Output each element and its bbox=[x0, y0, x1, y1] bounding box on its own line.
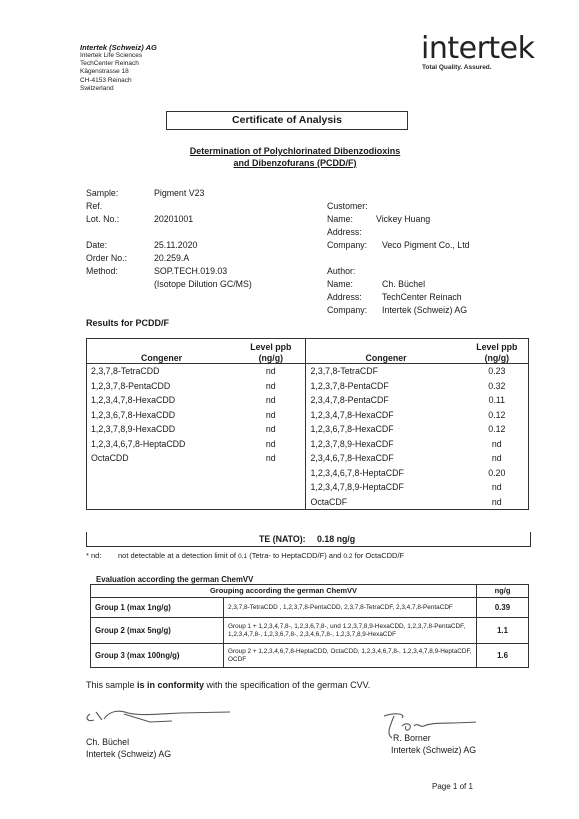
level-header-line-1: Level ppb bbox=[250, 342, 292, 352]
sample-info bbox=[86, 187, 286, 291]
table-row bbox=[87, 422, 529, 437]
subtitle-line-2: and Dibenzofurans (PCDD/F) bbox=[233, 158, 357, 168]
toxic-equivalent-row bbox=[86, 532, 531, 547]
congener-cell: 1,2,3,4,6,7,8-HeptaCDD bbox=[91, 438, 186, 449]
footnote-text-c: for OctaCDD/F bbox=[352, 551, 405, 560]
footnote-limit-2: 0.2 bbox=[343, 553, 353, 560]
level-cell: 0.12 bbox=[488, 409, 506, 420]
congener-cell: 1,2,3,6,7,8-HexaCDF bbox=[310, 424, 394, 434]
group-1-name: Group 1 (max 1ng/g) bbox=[91, 598, 224, 618]
right-signatory-company: Intertek (Schweiz) AG bbox=[391, 745, 477, 755]
author-company-label: Company: bbox=[327, 305, 368, 315]
order-value: 20.259.A bbox=[154, 253, 190, 263]
document-title: Certificate of Analysis bbox=[166, 111, 408, 130]
conformity-statement bbox=[86, 680, 370, 690]
congener-cell: 2,3,4,7,8-PentaCDF bbox=[310, 395, 389, 405]
congener-cell: OctaCDF bbox=[310, 496, 348, 507]
level-header-line-2: (ng/g) bbox=[484, 352, 510, 363]
date-label: Date: bbox=[86, 240, 108, 250]
footnote-text-b: (Tetra- to HeptaCDD/F) and bbox=[247, 551, 344, 560]
level-header-line-1: Level ppb bbox=[476, 342, 518, 352]
company-name: Intertek (Schweiz) AG bbox=[80, 43, 157, 52]
level-cell: nd bbox=[236, 451, 306, 466]
author-address-value: TechCenter Reinach bbox=[382, 292, 462, 302]
intertek-logo bbox=[421, 31, 536, 71]
company-line: Intertek Life Sciences bbox=[80, 52, 143, 59]
author-address-label: Address: bbox=[327, 292, 362, 302]
grouping-header: Grouping according the german ChemVV bbox=[91, 585, 477, 598]
congener-cell: 1,2,3,4,7,8-HexaCDD bbox=[91, 395, 176, 405]
table-row bbox=[87, 379, 529, 394]
evaluation-table bbox=[90, 584, 529, 668]
level-cell: 0.12 bbox=[488, 424, 506, 434]
level-cell: 0.32 bbox=[488, 380, 506, 391]
page-number: Page 1 of 1 bbox=[432, 782, 473, 791]
conformity-bold: is in conformity bbox=[137, 680, 205, 690]
group-3-name: Group 3 (max 100ng/g) bbox=[91, 644, 224, 668]
footnote-limit-1: 0.1 bbox=[238, 553, 248, 560]
company-line: TechCenter Reinach bbox=[80, 60, 139, 68]
method-value: SOP.TECH.019.03 bbox=[154, 266, 228, 276]
group-2-value: 1.1 bbox=[477, 618, 529, 644]
unit-header: ng/g bbox=[477, 585, 529, 598]
congener-cell: 1,2,3,7,8-PentaCDD bbox=[91, 380, 171, 391]
level-header bbox=[236, 339, 306, 364]
group-3-value: 1.6 bbox=[477, 644, 529, 668]
level-cell: nd bbox=[236, 364, 306, 379]
congener-cell: 1,2,3,6,7,8-HexaCDD bbox=[91, 409, 176, 420]
group-2-name: Group 2 (max 5ng/g) bbox=[91, 618, 224, 644]
order-label: Order No.: bbox=[86, 253, 128, 263]
level-cell: 0.23 bbox=[488, 366, 506, 376]
group-1-value: 0.39 bbox=[477, 598, 529, 618]
table-row bbox=[87, 495, 529, 510]
table-row bbox=[87, 451, 529, 466]
lot-value: 20201001 bbox=[154, 214, 194, 224]
customer-company-label: Company: bbox=[327, 240, 368, 250]
results-title: Results for PCDD/F bbox=[86, 318, 170, 328]
conformity-post: with the specification of the german CVV. bbox=[204, 680, 371, 690]
subtitle-line-1: Determination of Polychlorinated Dibenzodioxins bbox=[189, 146, 401, 156]
date-value: 25.11.2020 bbox=[154, 240, 198, 250]
method-note: (Isotope Dilution GC/MS) bbox=[154, 279, 252, 289]
level-cell: nd bbox=[491, 438, 502, 449]
level-cell: nd bbox=[236, 422, 306, 437]
level-cell: nd bbox=[236, 437, 306, 452]
customer-address-label: Address: bbox=[327, 227, 362, 237]
congener-cell: 2,3,4,6,7,8-HexaCDF bbox=[310, 453, 394, 463]
level-header-line-2: (ng/g) bbox=[258, 352, 284, 363]
table-row bbox=[87, 480, 529, 495]
level-header bbox=[466, 339, 529, 364]
congener-cell: 1,2,3,7,8,9-HexaCDF bbox=[310, 438, 394, 449]
customer-name-label: Name: bbox=[327, 214, 353, 224]
table-row bbox=[87, 408, 529, 423]
company-line: CH-4153 Reinach bbox=[80, 76, 132, 84]
footnote bbox=[86, 551, 404, 560]
customer-name-value: Vickey Huang bbox=[376, 214, 431, 224]
congener-header: Congener bbox=[306, 339, 466, 364]
table-row bbox=[87, 466, 529, 481]
level-cell bbox=[236, 495, 306, 510]
level-cell: 0.11 bbox=[488, 395, 506, 405]
logo-tagline: Total Quality. Assured. bbox=[422, 64, 492, 71]
left-signatory-name: Ch. Büchel bbox=[86, 737, 130, 747]
level-cell: nd bbox=[491, 496, 502, 507]
congener-cell bbox=[87, 495, 237, 510]
table-row bbox=[87, 393, 529, 408]
congener-cell bbox=[87, 466, 237, 481]
congener-cell: 1,2,3,4,7,8-HexaCDF bbox=[310, 409, 394, 420]
right-signatory-name: R. Borner bbox=[393, 733, 431, 743]
logo-wordmark: intertek bbox=[421, 31, 535, 66]
customer-info bbox=[327, 200, 537, 252]
author-header: Author: bbox=[327, 266, 356, 276]
table-row bbox=[87, 437, 529, 452]
sample-label: Sample: bbox=[86, 188, 119, 198]
congener-header: Congener bbox=[87, 339, 237, 364]
level-cell: nd bbox=[236, 393, 306, 408]
left-signatory bbox=[86, 736, 171, 760]
author-company-value: Intertek (Schweiz) AG bbox=[382, 305, 468, 315]
congener-cell: 2,3,7,8-TetraCDF bbox=[310, 366, 378, 376]
te-value: 0.18 ng/g bbox=[317, 534, 356, 544]
te-label: TE (NATO): bbox=[259, 534, 306, 544]
left-signatory-company: Intertek (Schweiz) AG bbox=[86, 749, 172, 759]
group-2-desc: Group 1 + 1,2,3,4,7,8-, 1,2,3,6,7,8-, und 1,2,3,7,8,9-HexaCDD, 1,2,3,7,8-PentaCDF, 1,2,3,4,7,8-, 1,2,3,6,7,8-, 2,3,4,6,7,8-, 1,2,3,7,8,9-HexaCDF bbox=[224, 618, 477, 644]
left-signature bbox=[80, 700, 230, 730]
congener-cell: 2,3,7,8-TetraCDD bbox=[91, 366, 160, 376]
group-1-desc: 2,3,7,8-TetraCDD , 1,2,3,7,8-PentaCDD, 2,3,7,8-TetraCDF, 2,3,4,7,8-PentaCDF bbox=[224, 598, 477, 618]
level-cell: nd bbox=[236, 408, 306, 423]
level-cell: nd bbox=[491, 482, 502, 492]
customer-header: Customer: bbox=[327, 201, 368, 211]
level-cell: nd bbox=[491, 453, 502, 463]
footnote-marker: * nd: bbox=[86, 551, 102, 560]
congener-cell: 1,2,3,7,8-PentaCDF bbox=[310, 380, 389, 391]
author-name-value: Ch. Büchel bbox=[382, 279, 426, 289]
footnote-text-a: not detectable at a detection limit of bbox=[118, 551, 239, 560]
conformity-pre: This sample bbox=[86, 680, 138, 690]
congener-cell bbox=[87, 480, 237, 495]
level-cell bbox=[236, 466, 306, 481]
congener-cell: 1,2,3,4,7,8,9-HeptaCDF bbox=[310, 482, 404, 492]
document-subtitle bbox=[150, 145, 440, 169]
author-name-label: Name: bbox=[327, 279, 353, 289]
level-cell: 0.20 bbox=[488, 467, 506, 478]
right-signatory bbox=[391, 732, 476, 756]
ref-label: Ref. bbox=[86, 201, 103, 211]
level-cell bbox=[236, 480, 306, 495]
sample-value: Pigment V23 bbox=[154, 188, 205, 198]
congener-cell: 1,2,3,7,8,9-HexaCDD bbox=[91, 424, 176, 434]
company-address bbox=[80, 43, 157, 93]
group-3-desc: Group 2 + 1,2,3,4,6,7,8-HeptaCDD, OctaCDD, 1,2,3,4,6,7,8-, 1,2,3,4,7,8,9-HeptaCDF, OCDF bbox=[224, 644, 477, 668]
method-label: Method: bbox=[86, 266, 118, 276]
table-row bbox=[87, 364, 529, 379]
congener-cell: 1,2,3,4,6,7,8-HeptaCDF bbox=[310, 467, 404, 478]
level-cell: nd bbox=[236, 379, 306, 394]
company-line: Kägenstrasse 18 bbox=[80, 68, 129, 76]
evaluation-title: Evaluation according the german ChemVV bbox=[96, 575, 254, 584]
congener-cell: OctaCDD bbox=[91, 453, 129, 463]
author-info bbox=[327, 265, 537, 317]
customer-company-value: Veco Pigment Co., Ltd bbox=[382, 240, 470, 250]
lot-label: Lot. No.: bbox=[86, 214, 120, 224]
results-table bbox=[86, 338, 529, 510]
company-line: Switzerland bbox=[80, 84, 114, 92]
